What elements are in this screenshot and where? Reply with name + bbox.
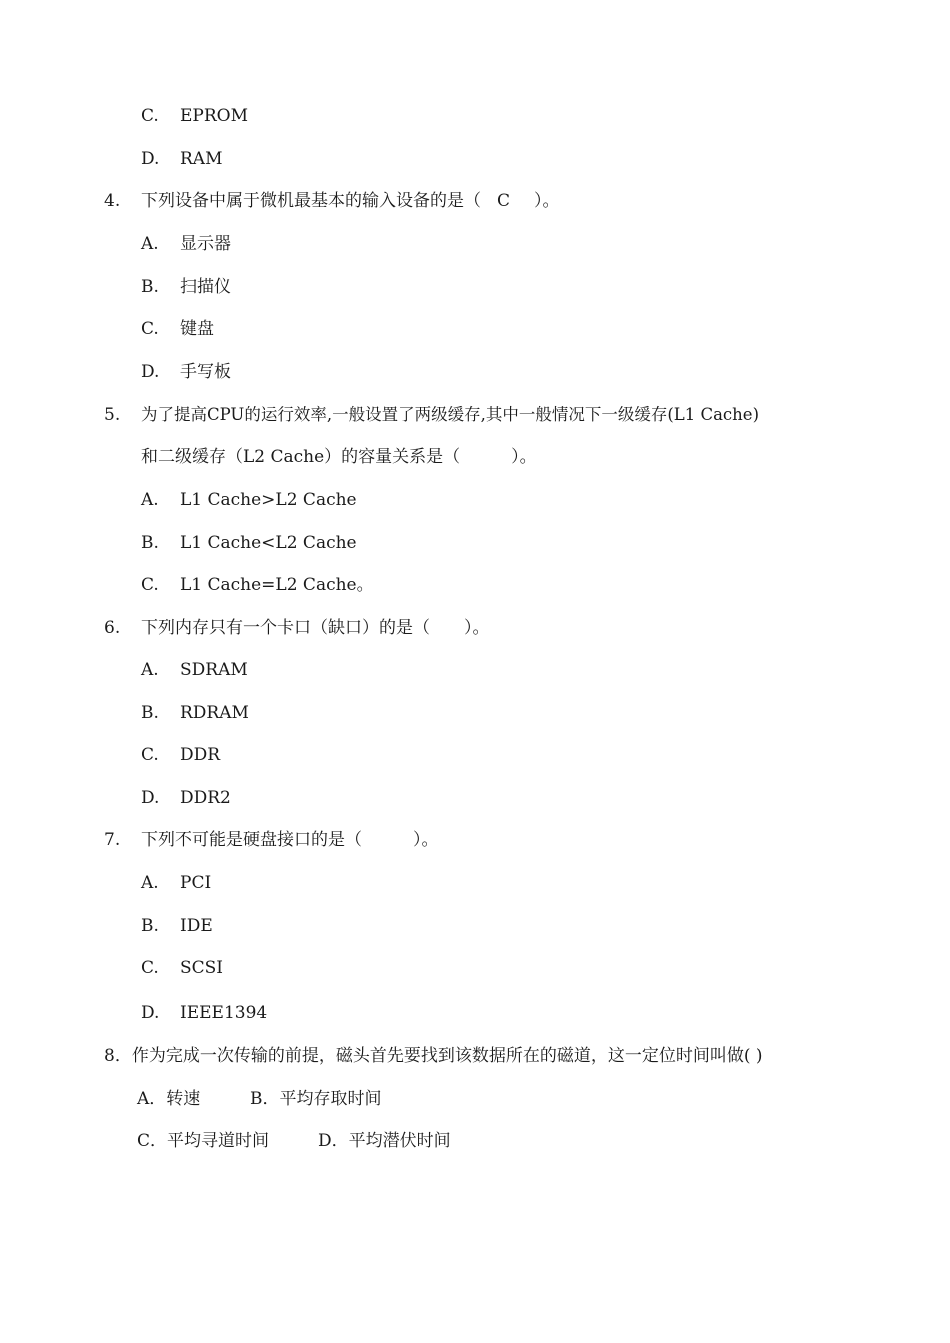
filled-answer: C bbox=[497, 191, 511, 211]
option-text: EPROM bbox=[180, 106, 248, 126]
option-text: RAM bbox=[180, 149, 223, 169]
option-text: SCSI bbox=[180, 958, 224, 978]
option-text: DDR bbox=[180, 745, 221, 765]
option-letter: D. bbox=[141, 1003, 160, 1023]
option-letter: C. bbox=[141, 745, 159, 765]
option-text: L1 Cache>L2 Cache bbox=[180, 490, 357, 510]
option-letter: D. bbox=[141, 149, 160, 169]
question-stem-cont: 和二级缓存（L2 Cache）的容量关系是（ ）。 bbox=[141, 447, 537, 467]
option-text: L1 Cache=L2 Cache。 bbox=[180, 575, 374, 595]
option-text: PCI bbox=[180, 873, 212, 893]
option-letter: B. bbox=[141, 916, 159, 936]
q8-option-b: B．平均存取时间 bbox=[250, 1089, 382, 1109]
option-letter: B. bbox=[141, 703, 159, 723]
option-letter: C. bbox=[141, 319, 159, 339]
question-stem: 8．作为完成一次传输的前提，磁头首先要找到该数据所在的磁道，这一定位时间叫做( ) bbox=[104, 1046, 763, 1066]
option-letter: C. bbox=[141, 106, 159, 126]
option-letter: B. bbox=[141, 533, 159, 553]
option-text: L1 Cache<L2 Cache bbox=[180, 533, 357, 553]
option-letter: A. bbox=[141, 873, 159, 893]
option-text: DDR2 bbox=[180, 788, 231, 808]
option-text: IEEE1394 bbox=[180, 1003, 268, 1023]
question-number: 6. bbox=[104, 618, 121, 638]
option-letter: C. bbox=[141, 958, 159, 978]
question-stem bbox=[141, 190, 560, 212]
q8-option-c: C．平均寻道时间 bbox=[137, 1131, 270, 1151]
option-text: 扫描仪 bbox=[180, 277, 231, 297]
option-letter: A. bbox=[141, 234, 159, 254]
option-text: 显示器 bbox=[180, 234, 231, 254]
option-letter: C. bbox=[141, 575, 159, 595]
question-number: 7. bbox=[104, 830, 121, 850]
option-letter: B. bbox=[141, 277, 159, 297]
option-text: IDE bbox=[180, 916, 213, 936]
option-letter: D. bbox=[141, 362, 160, 382]
option-text: SDRAM bbox=[180, 660, 248, 680]
question-stem: 为了提高CPU的运行效率,一般设置了两级缓存,其中一般情况下一级缓存(L1 Cache) bbox=[141, 405, 760, 424]
question-number: 5. bbox=[104, 405, 121, 425]
option-letter: D. bbox=[141, 788, 160, 808]
question-stem: 下列不可能是硬盘接口的是（ ）。 bbox=[141, 830, 439, 850]
stem-after: ）。 bbox=[534, 191, 560, 211]
option-text: 手写板 bbox=[180, 362, 231, 382]
question-stem: 下列内存只有一个卡口（缺口）的是（ ）。 bbox=[141, 618, 490, 638]
option-text: RDRAM bbox=[180, 703, 249, 723]
question-number: 4. bbox=[104, 191, 121, 211]
option-letter: A. bbox=[141, 660, 159, 680]
q8-option-d: D．平均潜伏时间 bbox=[318, 1131, 451, 1151]
option-letter: A. bbox=[141, 490, 159, 510]
q8-option-a: A．转速 bbox=[137, 1089, 201, 1109]
option-text: 键盘 bbox=[180, 319, 214, 339]
stem-before: 下列设备中属于微机最基本的输入设备的是（ bbox=[141, 191, 481, 211]
